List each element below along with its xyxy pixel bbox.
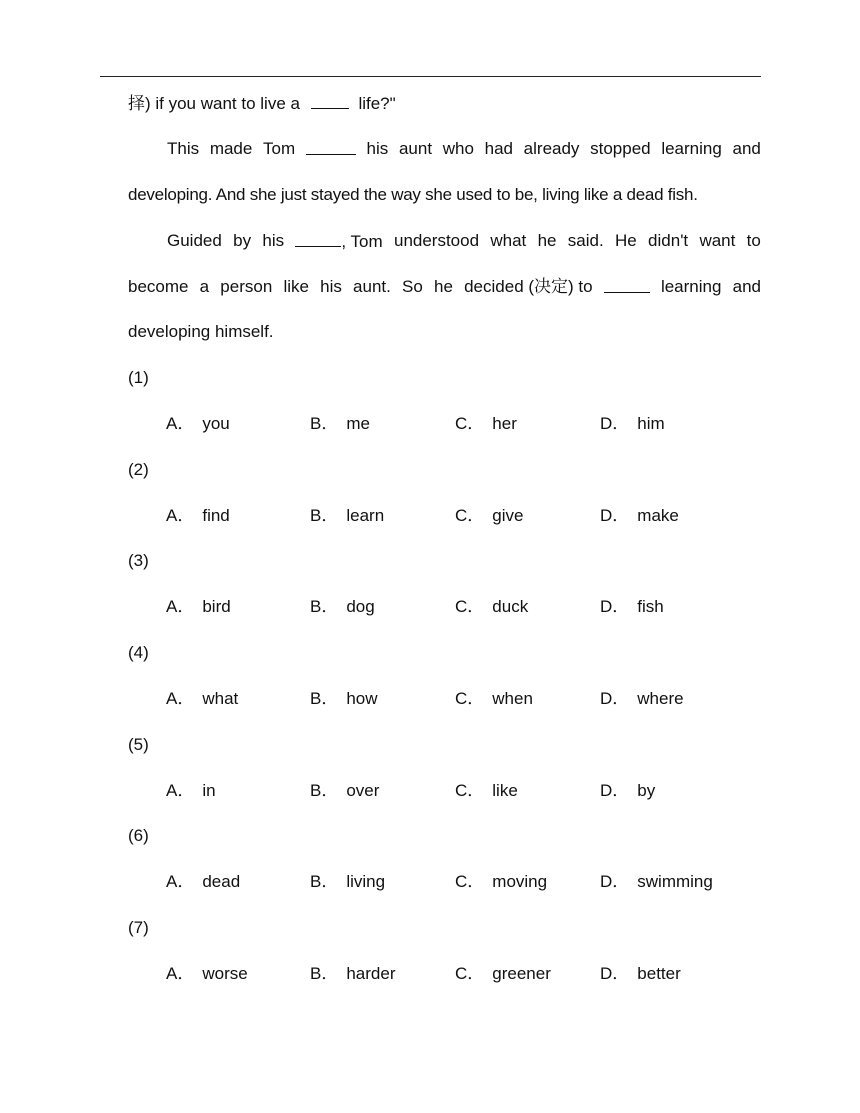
option-text: moving — [492, 872, 548, 891]
option-d[interactable] — [600, 962, 681, 986]
option-text: when — [492, 689, 533, 708]
word: understood — [393, 231, 480, 250]
option-b[interactable] — [310, 870, 385, 894]
passage-line-1 — [128, 91, 761, 115]
option-b[interactable] — [310, 504, 384, 528]
option-b[interactable] — [310, 779, 379, 803]
option-letter: D． — [600, 872, 630, 891]
question-number: (2) — [128, 460, 149, 479]
passage-cjk-fragment: 决定 — [534, 277, 569, 297]
word: already — [523, 139, 580, 158]
option-b[interactable] — [310, 412, 370, 436]
word: his — [320, 277, 342, 296]
option-text: her — [492, 414, 517, 433]
word: He — [615, 231, 637, 250]
answer-blank — [306, 137, 356, 155]
option-c[interactable] — [455, 962, 551, 986]
word: his — [262, 231, 285, 250]
option-c[interactable] — [455, 504, 523, 528]
option-letter: B． — [310, 597, 339, 616]
word: and — [732, 139, 761, 158]
word: stopped — [590, 139, 651, 158]
option-text: you — [202, 414, 230, 433]
question-number: (4) — [128, 643, 149, 662]
option-text: fish — [637, 597, 664, 616]
option-d[interactable] — [600, 687, 684, 711]
option-d[interactable] — [600, 779, 655, 803]
word: ) to — [568, 277, 593, 296]
word: person — [220, 277, 273, 296]
passage-text: ) if you want to live a — [145, 94, 300, 113]
option-text: better — [637, 964, 681, 983]
word: and — [732, 277, 761, 296]
word: aunt — [398, 139, 433, 158]
option-a[interactable] — [166, 779, 216, 803]
word: said. — [567, 231, 604, 250]
option-letter: D． — [600, 597, 630, 616]
option-text: me — [346, 414, 370, 433]
passage-line-5 — [128, 275, 761, 299]
option-text: what — [202, 689, 239, 708]
word: Guided — [167, 231, 222, 250]
option-text: like — [492, 781, 518, 800]
option-text: make — [637, 506, 679, 525]
option-letter: C． — [455, 414, 485, 433]
option-a[interactable] — [166, 870, 240, 894]
passage-line-4 — [167, 229, 761, 253]
option-text: bird — [202, 597, 231, 616]
option-a[interactable] — [166, 412, 230, 436]
word: made — [209, 139, 253, 158]
option-letter: A． — [166, 964, 195, 983]
option-a[interactable] — [166, 595, 231, 619]
option-text: duck — [492, 597, 529, 616]
option-text: by — [637, 781, 656, 800]
option-letter: C． — [455, 689, 485, 708]
option-letter: A． — [166, 689, 195, 708]
option-letter: A． — [166, 597, 195, 616]
word: This — [167, 139, 200, 158]
option-text: how — [346, 689, 378, 708]
word: decided ( — [464, 277, 535, 296]
option-text: in — [202, 781, 216, 800]
word: what — [490, 231, 527, 250]
option-text: learn — [346, 506, 385, 525]
option-c[interactable] — [455, 595, 528, 619]
word: his — [366, 139, 389, 158]
word: learning — [660, 277, 722, 296]
option-letter: D． — [600, 689, 630, 708]
option-letter: D． — [600, 414, 630, 433]
option-letter: B． — [310, 964, 339, 983]
option-letter: A． — [166, 781, 195, 800]
option-text: worse — [202, 964, 248, 983]
word: a — [199, 277, 210, 296]
option-text: where — [637, 689, 684, 708]
word: Tom — [263, 139, 296, 158]
question-number: (7) — [128, 918, 149, 937]
option-letter: B． — [310, 872, 339, 891]
question-number: (6) — [128, 826, 149, 845]
option-b[interactable] — [310, 595, 375, 619]
option-text: swimming — [637, 872, 713, 891]
option-letter: A． — [166, 872, 195, 891]
option-letter: B． — [310, 506, 339, 525]
word: , Tom — [341, 232, 383, 251]
passage-line-3: developing. And she just stayed the way she used to be, living like a dead fish. — [128, 185, 698, 204]
option-letter: A． — [166, 414, 195, 433]
option-text: harder — [346, 964, 396, 983]
option-a[interactable] — [166, 962, 248, 986]
option-letter: D． — [600, 781, 630, 800]
option-text: dog — [346, 597, 375, 616]
option-letter: A． — [166, 506, 195, 525]
option-c[interactable] — [455, 779, 518, 803]
option-d[interactable] — [600, 595, 664, 619]
word: who — [442, 139, 474, 158]
word: like — [283, 277, 309, 296]
option-text: find — [202, 506, 230, 525]
option-a[interactable] — [166, 504, 230, 528]
answer-blank — [295, 229, 341, 247]
option-letter: D． — [600, 964, 630, 983]
option-text: over — [346, 781, 380, 800]
option-d[interactable] — [600, 412, 665, 436]
word: want — [699, 231, 736, 250]
word: to — [746, 231, 761, 250]
option-letter: C． — [455, 597, 485, 616]
word: he — [434, 277, 453, 296]
answer-blank — [604, 275, 650, 293]
option-d[interactable] — [600, 870, 713, 894]
option-letter: C． — [455, 964, 485, 983]
header-rule — [100, 76, 761, 77]
option-d[interactable] — [600, 504, 679, 528]
option-text: him — [637, 414, 665, 433]
word: by — [233, 231, 252, 250]
option-letter: C． — [455, 506, 485, 525]
word: had — [484, 139, 513, 158]
passage-text: life?" — [358, 94, 396, 113]
option-c[interactable] — [455, 870, 547, 894]
word: become — [128, 277, 189, 296]
option-letter: B． — [310, 781, 339, 800]
question-number: (3) — [128, 551, 149, 570]
passage-line-2 — [167, 137, 761, 161]
word: So — [402, 277, 423, 296]
option-text: living — [346, 872, 386, 891]
option-letter: B． — [310, 689, 339, 708]
option-text: greener — [492, 964, 551, 983]
option-letter: C． — [455, 781, 485, 800]
option-b[interactable] — [310, 962, 395, 986]
passage-cjk-fragment: 择 — [128, 94, 145, 114]
option-text: give — [492, 506, 524, 525]
word: he — [537, 231, 557, 250]
question-number: (1) — [128, 368, 149, 387]
question-number: (5) — [128, 735, 149, 754]
option-letter: C． — [455, 872, 485, 891]
option-a[interactable] — [166, 687, 238, 711]
passage-line-6: developing himself. — [128, 322, 274, 341]
word: aunt. — [353, 277, 391, 296]
option-letter: D． — [600, 506, 630, 525]
answer-blank — [311, 91, 349, 109]
option-c[interactable] — [455, 412, 517, 436]
word: didn't — [648, 231, 689, 250]
option-letter: B． — [310, 414, 339, 433]
option-text: dead — [202, 872, 241, 891]
option-b[interactable] — [310, 687, 378, 711]
option-c[interactable] — [455, 687, 533, 711]
word: learning — [661, 139, 722, 158]
